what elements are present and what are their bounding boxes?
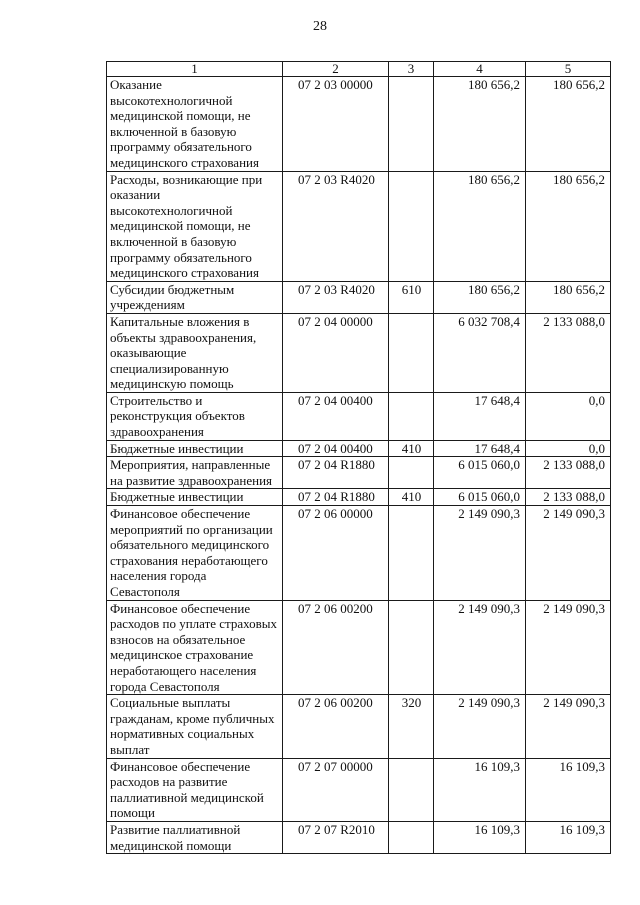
row-sum2-cell: 0,0 <box>526 392 611 440</box>
column-header: 4 <box>434 62 526 77</box>
row-sum1-cell: 17 648,4 <box>434 392 526 440</box>
row-type-cell <box>389 821 434 853</box>
table-row <box>107 821 611 853</box>
table-row <box>107 77 611 172</box>
row-name-cell: Финансовое обеспечение расходов по уплате страховых взносов на обязательное медицинское страхование неработающего населения города Севастополя <box>107 600 283 695</box>
row-code-cell: 07 2 06 00000 <box>283 506 389 601</box>
row-sum1-cell: 6 032 708,4 <box>434 313 526 392</box>
table-header-row <box>107 62 611 77</box>
budget-table <box>106 61 611 854</box>
table-row <box>107 758 611 821</box>
row-type-cell <box>389 457 434 489</box>
table-row <box>107 695 611 758</box>
row-name-cell: Финансовое обеспечение расходов на развитие паллиативной медицинской помощи <box>107 758 283 821</box>
row-sum1-cell: 16 109,3 <box>434 821 526 853</box>
row-sum2-cell: 16 109,3 <box>526 758 611 821</box>
row-name-cell: Социальные выплаты гражданам, кроме публичных нормативных социальных выплат <box>107 695 283 758</box>
row-type-cell <box>389 77 434 172</box>
row-code-cell: 07 2 03 00000 <box>283 77 389 172</box>
row-sum1-cell: 17 648,4 <box>434 440 526 457</box>
table-row <box>107 440 611 457</box>
table-row <box>107 281 611 313</box>
row-sum1-cell: 2 149 090,3 <box>434 600 526 695</box>
column-header: 5 <box>526 62 611 77</box>
row-name-cell: Бюджетные инвестиции <box>107 440 283 457</box>
row-sum1-cell: 180 656,2 <box>434 281 526 313</box>
column-header: 2 <box>283 62 389 77</box>
row-sum2-cell: 0,0 <box>526 440 611 457</box>
page-number: 28 <box>313 19 327 34</box>
row-code-cell: 07 2 03 R4020 <box>283 171 389 281</box>
table-row <box>107 457 611 489</box>
row-sum1-cell: 16 109,3 <box>434 758 526 821</box>
row-name-cell: Капитальные вложения в объекты здравоохранения, оказывающие специализированную медицинскую помощь <box>107 313 283 392</box>
row-type-cell <box>389 506 434 601</box>
column-header: 1 <box>107 62 283 77</box>
row-code-cell: 07 2 07 R2010 <box>283 821 389 853</box>
table-row <box>107 489 611 506</box>
row-code-cell: 07 2 06 00200 <box>283 600 389 695</box>
table-row <box>107 506 611 601</box>
row-name-cell: Развитие паллиативной медицинской помощи <box>107 821 283 853</box>
row-sum2-cell: 2 149 090,3 <box>526 506 611 601</box>
row-code-cell: 07 2 04 00000 <box>283 313 389 392</box>
row-sum1-cell: 6 015 060,0 <box>434 457 526 489</box>
row-sum1-cell: 180 656,2 <box>434 171 526 281</box>
table-row <box>107 171 611 281</box>
row-name-cell: Оказание высокотехнологичной медицинской помощи, не включенной в базовую программу обязательного медицинского страхования <box>107 77 283 172</box>
row-sum2-cell: 180 656,2 <box>526 171 611 281</box>
row-sum2-cell: 2 133 088,0 <box>526 457 611 489</box>
row-type-cell: 610 <box>389 281 434 313</box>
row-type-cell: 410 <box>389 440 434 457</box>
row-type-cell <box>389 392 434 440</box>
row-sum1-cell: 180 656,2 <box>434 77 526 172</box>
row-sum2-cell: 180 656,2 <box>526 281 611 313</box>
row-sum2-cell: 2 133 088,0 <box>526 313 611 392</box>
row-code-cell: 07 2 04 R1880 <box>283 457 389 489</box>
table-row <box>107 600 611 695</box>
row-code-cell: 07 2 04 R1880 <box>283 489 389 506</box>
row-name-cell: Мероприятия, направленные на развитие здравоохранения <box>107 457 283 489</box>
row-name-cell: Бюджетные инвестиции <box>107 489 283 506</box>
row-sum2-cell: 2 133 088,0 <box>526 489 611 506</box>
row-sum2-cell: 2 149 090,3 <box>526 600 611 695</box>
row-type-cell: 410 <box>389 489 434 506</box>
row-code-cell: 07 2 04 00400 <box>283 440 389 457</box>
row-sum2-cell: 2 149 090,3 <box>526 695 611 758</box>
row-name-cell: Финансовое обеспечение мероприятий по организации обязательного медицинского страхования неработающего населения города Севастополя <box>107 506 283 601</box>
table-row <box>107 313 611 392</box>
row-type-cell <box>389 600 434 695</box>
column-header: 3 <box>389 62 434 77</box>
row-name-cell: Строительство и реконструкция объектов здравоохранения <box>107 392 283 440</box>
row-code-cell: 07 2 03 R4020 <box>283 281 389 313</box>
row-type-cell <box>389 171 434 281</box>
row-name-cell: Субсидии бюджетным учреждениям <box>107 281 283 313</box>
row-sum1-cell: 2 149 090,3 <box>434 695 526 758</box>
row-code-cell: 07 2 06 00200 <box>283 695 389 758</box>
row-sum2-cell: 16 109,3 <box>526 821 611 853</box>
row-code-cell: 07 2 07 00000 <box>283 758 389 821</box>
row-sum1-cell: 6 015 060,0 <box>434 489 526 506</box>
row-type-cell <box>389 313 434 392</box>
row-type-cell <box>389 758 434 821</box>
table-row <box>107 392 611 440</box>
row-sum1-cell: 2 149 090,3 <box>434 506 526 601</box>
row-code-cell: 07 2 04 00400 <box>283 392 389 440</box>
row-name-cell: Расходы, возникающие при оказании высокотехнологичной медицинской помощи, не включенной в базовую программу обязательного медицинского страхования <box>107 171 283 281</box>
row-type-cell: 320 <box>389 695 434 758</box>
row-sum2-cell: 180 656,2 <box>526 77 611 172</box>
